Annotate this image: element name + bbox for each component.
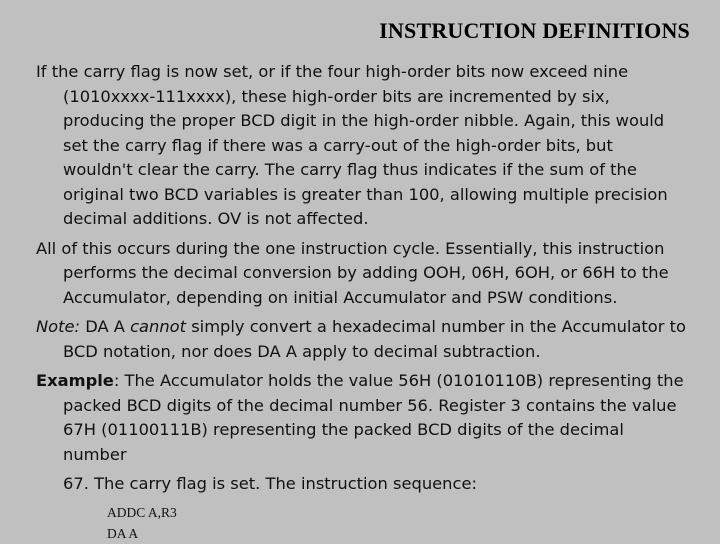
paragraph-example	[36, 369, 686, 467]
paragraph-instruction-cycle: All of this occurs during the one instruction cycle. Essentially, this instruction performs the decimal conversion by adding OOH, 06H, 6OH, or 66H to the Accumulator, depending on initial Accumulator and PSW conditions.	[36, 238, 669, 307]
code-line: DA A	[107, 525, 139, 541]
note-text-2: simply convert a hexadecimal number in the Accumulator to BCD notation, nor does DA A apply to decimal subtraction.	[63, 317, 686, 361]
example-text: : The Accumulator holds the value 56H (01010110B) representing the packed BCD digits of the decimal number 56. Register 3 contains the value 67H (01100111B) representing the packed BCD digits of the decimal number	[63, 371, 684, 464]
example-label: Example	[36, 371, 114, 390]
code-line: ADDC A,R3	[107, 504, 177, 520]
note-cannot: cannot	[130, 317, 187, 336]
code-block	[36, 502, 686, 544]
note-text-1: DA A	[80, 317, 131, 336]
slide-title: INSTRUCTION DEFINITIONS	[379, 18, 690, 43]
slide-body	[36, 60, 686, 544]
paragraph-example-continued: 67. The carry flag is set. The instruction sequence:	[63, 474, 477, 493]
paragraph-bcd-adjust: If the carry flag is now set, or if the four high-order bits now exceed nine (1010xxxx-111xxxx), these high-order bits are incremented by six, producing the proper BCD digit in the high-order nibble. Again, this would set the carry flag if there was a carry-out of the high-order bits, but wouldn't clear the carry. The carry flag thus indicates if the sum of the original two BCD variables is greater than 100, allowing multiple precision decimal additions. OV is not affected.	[36, 62, 668, 228]
paragraph-note	[36, 315, 686, 364]
note-label: Note:	[36, 317, 81, 336]
